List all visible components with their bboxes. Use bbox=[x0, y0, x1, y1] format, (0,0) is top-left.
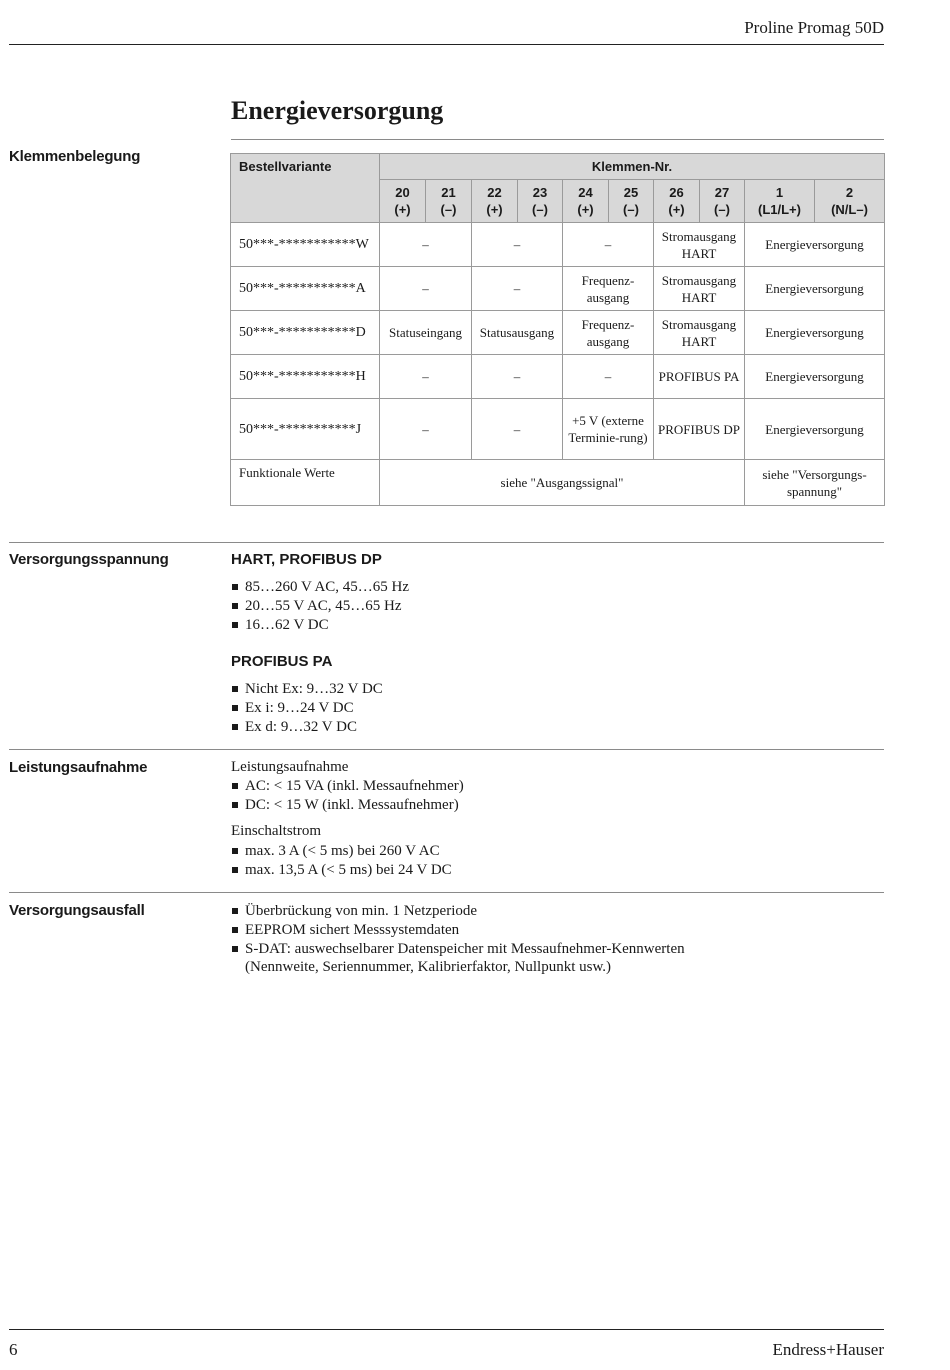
terminal-22: 22 (+) bbox=[472, 180, 518, 223]
cell-26-27: Stromausgang HART bbox=[654, 267, 745, 311]
table-row bbox=[231, 355, 885, 399]
cell-20-21: Statuseingang bbox=[380, 311, 472, 355]
list-item: Ex d: 9…32 V DC bbox=[231, 718, 383, 737]
terminal-23: 23 (–) bbox=[518, 180, 563, 223]
inrush-current-subtitle: Einschaltstrom bbox=[231, 823, 321, 839]
table-row bbox=[231, 399, 885, 460]
list-item: AC: < 15 VA (inkl. Messaufnehmer) bbox=[231, 777, 464, 796]
terminal-2: 2 (N/L–) bbox=[815, 180, 885, 223]
terminal-26: 26 (+) bbox=[654, 180, 700, 223]
cell-1-2: Energieversorgung bbox=[745, 223, 885, 267]
list-item: 20…55 V AC, 45…65 Hz bbox=[231, 597, 409, 616]
list-item: max. 13,5 A (< 5 ms) bei 24 V DC bbox=[231, 861, 452, 880]
brand-name: Endress+Hauser bbox=[772, 1340, 884, 1359]
divider bbox=[9, 749, 884, 750]
cell-26-27: Stromausgang HART bbox=[654, 311, 745, 355]
list-item: Ex i: 9…24 V DC bbox=[231, 699, 383, 718]
order-code: 50***-***********W bbox=[231, 223, 380, 267]
terminal-20: 20 (+) bbox=[380, 180, 426, 223]
section-rule bbox=[231, 139, 884, 140]
subheading-hart-profibus-dp: HART, PROFIBUS DP bbox=[231, 551, 382, 568]
terminal-1: 1 (L1/L+) bbox=[745, 180, 815, 223]
table-row bbox=[231, 311, 885, 355]
list-item-continuation: (Nennweite, Seriennummer, Kalibrierfaktor, Nullpunkt usw.) bbox=[245, 959, 612, 976]
list-item: max. 3 A (< 5 ms) bei 260 V AC bbox=[231, 842, 452, 861]
cell-1-2: Energieversorgung bbox=[745, 267, 885, 311]
cell-22-23: – bbox=[472, 267, 563, 311]
cell-22-23: – bbox=[472, 355, 563, 399]
order-code: 50***-***********D bbox=[231, 311, 380, 355]
power-failure-list bbox=[231, 902, 685, 977]
list-item: DC: < 15 W (inkl. Messaufnehmer) bbox=[231, 796, 464, 815]
list-item: 16…62 V DC bbox=[231, 616, 409, 635]
functional-values-label: Funktionale Werte bbox=[231, 460, 380, 506]
order-code: 50***-***********H bbox=[231, 355, 380, 399]
cell-26-27: PROFIBUS PA bbox=[654, 355, 745, 399]
terminal-25: 25 (–) bbox=[609, 180, 654, 223]
list-item: S-DAT: auswechselbarer Datenspeicher mit Messaufnehmer-Kennwerten bbox=[231, 940, 685, 959]
power-consumption-subtitle: Leistungsaufnahme bbox=[231, 759, 349, 775]
cell-24-25: – bbox=[563, 223, 654, 267]
list-item: Überbrückung von min. 1 Netzperiode bbox=[231, 902, 685, 921]
label-versorgungsausfall: Versorgungsausfall bbox=[9, 902, 145, 919]
voltage-list-hart bbox=[231, 578, 409, 634]
cell-22-23: – bbox=[472, 223, 563, 267]
cell-1-2: Energieversorgung bbox=[745, 311, 885, 355]
list-item: EEPROM sichert Messsystemdaten bbox=[231, 921, 685, 940]
divider bbox=[9, 542, 884, 543]
cell-20-21: – bbox=[380, 267, 472, 311]
page-number: 6 bbox=[9, 1340, 18, 1359]
label-versorgungsspannung: Versorgungsspannung bbox=[9, 551, 169, 568]
table-header-row bbox=[231, 154, 885, 180]
header-bestellvariante: Bestellvariante bbox=[231, 154, 380, 223]
header-klemmen-nr: Klemmen-Nr. bbox=[380, 154, 885, 180]
cell-20-21: – bbox=[380, 355, 472, 399]
cell-24-25: +5 V (externe Terminie-rung) bbox=[563, 399, 654, 460]
table-row-functional bbox=[231, 460, 885, 506]
cell-24-25: Frequenz-ausgang bbox=[563, 311, 654, 355]
divider bbox=[9, 892, 884, 893]
inrush-list bbox=[231, 842, 452, 880]
cell-24-25: – bbox=[563, 355, 654, 399]
functional-signal: siehe "Ausgangssignal" bbox=[380, 460, 745, 506]
cell-20-21: – bbox=[380, 223, 472, 267]
cell-26-27: Stromausgang HART bbox=[654, 223, 745, 267]
cell-22-23: – bbox=[472, 399, 563, 460]
section-title: Energieversorgung bbox=[231, 96, 444, 125]
footer-rule bbox=[9, 1329, 884, 1330]
cell-20-21: – bbox=[380, 399, 472, 460]
subheading-profibus-pa: PROFIBUS PA bbox=[231, 653, 333, 670]
order-code: 50***-***********J bbox=[231, 399, 380, 460]
functional-supply: siehe "Versorgungs-spannung" bbox=[745, 460, 885, 506]
terminal-24: 24 (+) bbox=[563, 180, 609, 223]
label-klemmenbelegung: Klemmenbelegung bbox=[9, 148, 141, 165]
document-title: Proline Promag 50D bbox=[744, 18, 884, 37]
table-row bbox=[231, 223, 885, 267]
cell-22-23: Statusausgang bbox=[472, 311, 563, 355]
power-list bbox=[231, 777, 464, 815]
header-rule bbox=[9, 44, 884, 45]
terminal-21: 21 (–) bbox=[426, 180, 472, 223]
order-code: 50***-***********A bbox=[231, 267, 380, 311]
terminal-table bbox=[230, 153, 885, 506]
cell-1-2: Energieversorgung bbox=[745, 399, 885, 460]
voltage-list-pa bbox=[231, 680, 383, 736]
label-leistungsaufnahme: Leistungsaufnahme bbox=[9, 759, 148, 776]
cell-1-2: Energieversorgung bbox=[745, 355, 885, 399]
terminal-27: 27 (–) bbox=[700, 180, 745, 223]
list-item: Nicht Ex: 9…32 V DC bbox=[231, 680, 383, 699]
table-row bbox=[231, 267, 885, 311]
cell-26-27: PROFIBUS DP bbox=[654, 399, 745, 460]
cell-24-25: Frequenz-ausgang bbox=[563, 267, 654, 311]
list-item: 85…260 V AC, 45…65 Hz bbox=[231, 578, 409, 597]
